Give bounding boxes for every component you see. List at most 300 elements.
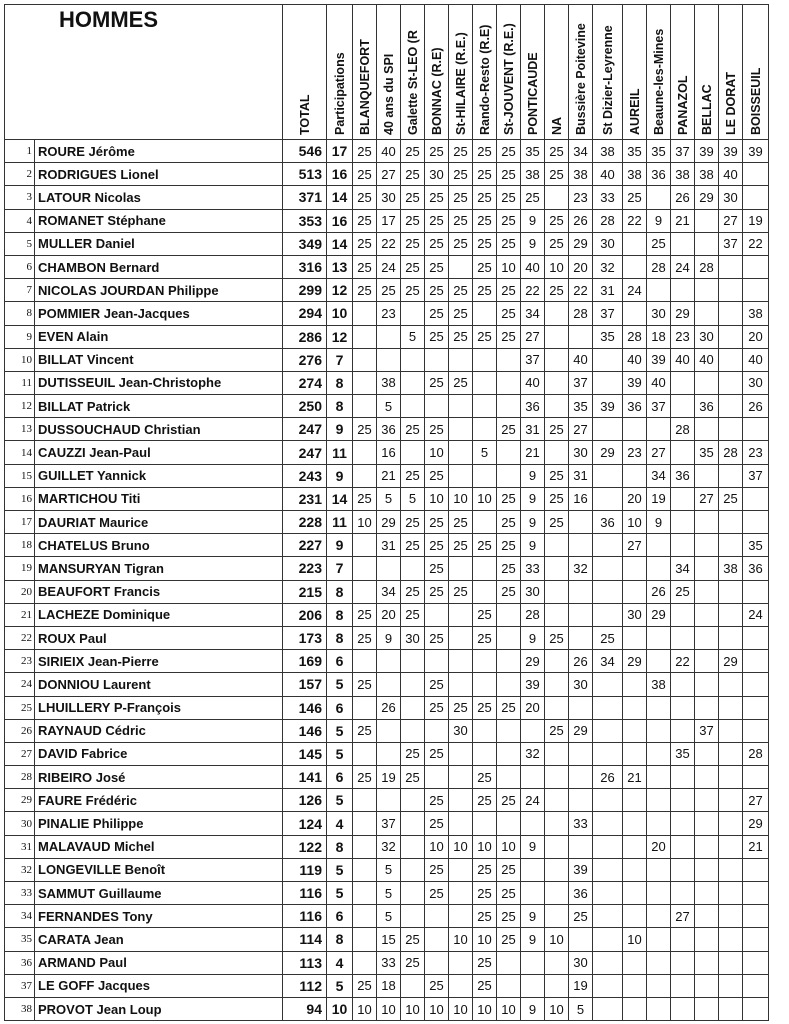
column-header-label: St Dizier-Leyrenne	[600, 25, 615, 135]
points-cell: 26	[743, 395, 769, 418]
points-cell	[647, 279, 671, 302]
points-cell: 29	[569, 719, 593, 742]
points-cell: 29	[671, 302, 695, 325]
points-cell	[497, 951, 521, 974]
name-cell: NICOLAS JOURDAN Philippe	[35, 279, 283, 302]
points-cell	[473, 580, 497, 603]
points-cell: 5	[569, 997, 593, 1020]
table-row	[5, 209, 769, 232]
points-cell: 25	[473, 766, 497, 789]
points-cell: 25	[473, 696, 497, 719]
points-cell: 25	[353, 766, 377, 789]
points-cell	[449, 348, 473, 371]
points-cell: 34	[647, 464, 671, 487]
points-cell: 19	[743, 209, 769, 232]
points-cell: 40	[647, 371, 671, 394]
name-cell: MALAVAUD Michel	[35, 835, 283, 858]
points-cell: 10	[545, 997, 569, 1020]
points-cell	[449, 974, 473, 997]
points-cell: 25	[353, 140, 377, 163]
points-cell: 35	[623, 140, 647, 163]
points-cell: 25	[545, 464, 569, 487]
points-cell	[647, 997, 671, 1020]
participations-cell: 8	[327, 835, 353, 858]
column-header-2	[353, 5, 377, 140]
points-cell: 25	[497, 905, 521, 928]
points-cell	[695, 534, 719, 557]
points-cell	[569, 626, 593, 649]
points-cell	[353, 742, 377, 765]
points-cell: 25	[401, 603, 425, 626]
points-cell: 36	[593, 511, 623, 534]
rank-cell: 35	[5, 928, 35, 951]
points-cell: 25	[353, 209, 377, 232]
points-cell	[353, 534, 377, 557]
points-cell: 31	[569, 464, 593, 487]
points-cell	[569, 511, 593, 534]
points-cell: 25	[647, 232, 671, 255]
table-row	[5, 719, 769, 742]
participations-cell: 5	[327, 673, 353, 696]
participations-cell: 9	[327, 418, 353, 441]
points-cell: 5	[401, 487, 425, 510]
points-cell	[671, 951, 695, 974]
table-row	[5, 255, 769, 278]
points-cell: 35	[647, 140, 671, 163]
points-cell	[521, 812, 545, 835]
table-row	[5, 696, 769, 719]
points-cell	[719, 325, 743, 348]
points-cell	[377, 719, 401, 742]
points-cell: 33	[593, 186, 623, 209]
points-cell: 25	[497, 789, 521, 812]
points-cell: 30	[695, 325, 719, 348]
name-cell: SIRIEIX Jean-Pierre	[35, 650, 283, 673]
points-cell	[695, 812, 719, 835]
points-cell: 25	[473, 858, 497, 881]
participations-cell: 4	[327, 812, 353, 835]
points-cell	[623, 974, 647, 997]
points-cell: 25	[497, 534, 521, 557]
points-cell: 25	[425, 858, 449, 881]
name-cell: MARTICHOU Titi	[35, 487, 283, 510]
table-row	[5, 279, 769, 302]
points-cell: 40	[521, 255, 545, 278]
points-cell: 25	[569, 905, 593, 928]
points-cell	[743, 418, 769, 441]
points-cell	[593, 789, 623, 812]
points-cell	[695, 928, 719, 951]
rank-cell: 15	[5, 464, 35, 487]
points-cell	[671, 441, 695, 464]
participations-cell: 5	[327, 858, 353, 881]
points-cell: 30	[377, 186, 401, 209]
name-cell: GUILLET Yannick	[35, 464, 283, 487]
points-cell: 25	[497, 928, 521, 951]
points-cell: 24	[743, 603, 769, 626]
points-cell: 25	[497, 882, 521, 905]
points-cell	[695, 580, 719, 603]
name-cell: ROUX Paul	[35, 626, 283, 649]
participations-cell: 6	[327, 905, 353, 928]
points-cell	[377, 650, 401, 673]
points-cell	[353, 441, 377, 464]
table-row	[5, 650, 769, 673]
points-cell: 25	[497, 418, 521, 441]
points-cell	[623, 951, 647, 974]
points-cell	[377, 557, 401, 580]
points-cell: 25	[425, 418, 449, 441]
points-cell: 19	[569, 974, 593, 997]
points-cell	[623, 464, 647, 487]
points-cell	[719, 511, 743, 534]
points-cell: 31	[521, 418, 545, 441]
points-cell	[695, 371, 719, 394]
table-row	[5, 673, 769, 696]
points-cell: 25	[353, 673, 377, 696]
points-cell	[449, 441, 473, 464]
points-cell	[545, 186, 569, 209]
rank-cell: 32	[5, 858, 35, 881]
table-row	[5, 302, 769, 325]
points-cell	[353, 928, 377, 951]
rank-cell: 28	[5, 766, 35, 789]
participations-cell: 13	[327, 255, 353, 278]
points-cell: 38	[695, 163, 719, 186]
points-cell	[401, 789, 425, 812]
points-cell: 30	[449, 719, 473, 742]
points-cell	[497, 441, 521, 464]
points-cell: 30	[647, 302, 671, 325]
total-cell: 243	[283, 464, 327, 487]
points-cell	[647, 418, 671, 441]
points-cell	[545, 395, 569, 418]
points-cell	[743, 279, 769, 302]
points-cell	[719, 882, 743, 905]
points-cell: 25	[449, 302, 473, 325]
points-cell: 25	[473, 626, 497, 649]
points-cell	[473, 302, 497, 325]
total-cell: 173	[283, 626, 327, 649]
participations-cell: 7	[327, 557, 353, 580]
points-cell	[623, 626, 647, 649]
column-header-15	[671, 5, 695, 140]
points-cell: 10	[473, 928, 497, 951]
name-cell: CARATA Jean	[35, 928, 283, 951]
total-cell: 116	[283, 882, 327, 905]
points-cell	[593, 928, 623, 951]
points-cell	[401, 348, 425, 371]
name-cell: BILLAT Patrick	[35, 395, 283, 418]
total-cell: 94	[283, 997, 327, 1020]
points-cell: 25	[353, 603, 377, 626]
points-cell	[353, 325, 377, 348]
points-cell: 25	[497, 302, 521, 325]
points-cell	[743, 580, 769, 603]
points-cell: 28	[695, 255, 719, 278]
column-header-17	[719, 5, 743, 140]
points-cell: 25	[425, 534, 449, 557]
points-cell: 20	[521, 696, 545, 719]
points-cell	[521, 766, 545, 789]
points-cell: 27	[521, 325, 545, 348]
participations-cell: 9	[327, 464, 353, 487]
points-cell: 25	[425, 673, 449, 696]
points-cell	[743, 650, 769, 673]
points-cell	[671, 789, 695, 812]
points-cell: 20	[623, 487, 647, 510]
points-cell: 10	[449, 487, 473, 510]
points-cell	[743, 858, 769, 881]
points-cell: 25	[353, 626, 377, 649]
points-cell	[719, 255, 743, 278]
points-cell	[545, 371, 569, 394]
points-cell: 39	[521, 673, 545, 696]
points-cell: 25	[545, 279, 569, 302]
points-cell: 16	[377, 441, 401, 464]
points-cell	[647, 789, 671, 812]
points-cell	[695, 302, 719, 325]
total-cell: 294	[283, 302, 327, 325]
points-cell	[593, 348, 623, 371]
points-cell	[545, 673, 569, 696]
participations-cell: 5	[327, 719, 353, 742]
points-cell	[593, 534, 623, 557]
points-cell	[671, 812, 695, 835]
participations-cell: 5	[327, 882, 353, 905]
points-cell	[353, 858, 377, 881]
total-cell: 112	[283, 974, 327, 997]
points-cell	[353, 905, 377, 928]
total-cell: 371	[283, 186, 327, 209]
points-cell: 30	[743, 371, 769, 394]
table-row	[5, 464, 769, 487]
name-cell: FAURE Frédéric	[35, 789, 283, 812]
points-cell: 36	[569, 882, 593, 905]
name-cell: CHATELUS Bruno	[35, 534, 283, 557]
points-cell: 25	[449, 163, 473, 186]
points-cell	[497, 371, 521, 394]
points-cell: 15	[377, 928, 401, 951]
column-header-10	[545, 5, 569, 140]
table-row	[5, 557, 769, 580]
points-cell: 29	[647, 603, 671, 626]
points-cell: 10	[473, 487, 497, 510]
points-cell: 36	[623, 395, 647, 418]
points-cell	[743, 163, 769, 186]
name-cell: BILLAT Vincent	[35, 348, 283, 371]
table-row	[5, 325, 769, 348]
points-cell: 25	[521, 186, 545, 209]
points-cell: 30	[569, 951, 593, 974]
points-cell: 25	[425, 557, 449, 580]
points-cell	[671, 279, 695, 302]
points-cell	[719, 348, 743, 371]
points-cell: 32	[377, 835, 401, 858]
points-cell: 28	[647, 255, 671, 278]
points-cell: 30	[623, 603, 647, 626]
points-cell: 25	[545, 626, 569, 649]
points-cell	[545, 696, 569, 719]
name-cell: DAURIAT Maurice	[35, 511, 283, 534]
points-cell: 25	[545, 511, 569, 534]
header-row	[5, 5, 769, 140]
column-header-label: Beaune-les-Mines	[651, 28, 666, 135]
participations-cell: 16	[327, 209, 353, 232]
points-cell: 25	[401, 232, 425, 255]
points-cell: 25	[401, 766, 425, 789]
name-cell: RIBEIRO José	[35, 766, 283, 789]
total-cell: 141	[283, 766, 327, 789]
table-row	[5, 626, 769, 649]
points-cell: 34	[593, 650, 623, 673]
points-cell	[545, 882, 569, 905]
name-cell: LHUILLERY P-François	[35, 696, 283, 719]
points-cell: 28	[521, 603, 545, 626]
points-cell	[401, 812, 425, 835]
points-cell	[353, 371, 377, 394]
total-cell: 227	[283, 534, 327, 557]
points-cell	[497, 348, 521, 371]
points-cell: 25	[473, 789, 497, 812]
points-cell: 9	[521, 835, 545, 858]
name-cell: RAYNAUD Cédric	[35, 719, 283, 742]
points-cell	[743, 186, 769, 209]
points-cell: 23	[569, 186, 593, 209]
points-cell: 39	[719, 140, 743, 163]
points-cell: 38	[647, 673, 671, 696]
points-cell: 29	[623, 650, 647, 673]
points-cell: 25	[497, 163, 521, 186]
points-cell: 25	[353, 719, 377, 742]
points-cell: 30	[521, 580, 545, 603]
points-cell	[743, 511, 769, 534]
rank-cell: 37	[5, 974, 35, 997]
points-cell: 21	[623, 766, 647, 789]
table-row	[5, 742, 769, 765]
column-header-label: Rando-Resto (R.E)	[477, 24, 492, 135]
points-cell	[545, 835, 569, 858]
points-cell	[695, 464, 719, 487]
points-cell: 25	[497, 696, 521, 719]
total-cell: 146	[283, 696, 327, 719]
name-cell: LACHEZE Dominique	[35, 603, 283, 626]
points-cell: 30	[425, 163, 449, 186]
points-cell	[695, 418, 719, 441]
points-cell	[647, 882, 671, 905]
total-cell: 247	[283, 441, 327, 464]
points-cell	[545, 789, 569, 812]
points-cell	[719, 696, 743, 719]
points-cell: 10	[497, 997, 521, 1020]
points-cell: 10	[449, 928, 473, 951]
points-cell	[353, 302, 377, 325]
total-cell: 286	[283, 325, 327, 348]
points-cell	[545, 766, 569, 789]
participations-cell: 8	[327, 395, 353, 418]
points-cell: 9	[521, 905, 545, 928]
points-cell: 25	[545, 487, 569, 510]
participations-cell: 7	[327, 348, 353, 371]
points-cell	[743, 766, 769, 789]
rank-cell: 31	[5, 835, 35, 858]
table-row	[5, 511, 769, 534]
points-cell: 27	[569, 418, 593, 441]
total-cell: 546	[283, 140, 327, 163]
points-cell	[353, 464, 377, 487]
total-cell: 145	[283, 742, 327, 765]
points-cell	[719, 673, 743, 696]
points-cell: 38	[671, 163, 695, 186]
points-cell: 37	[743, 464, 769, 487]
points-cell	[449, 882, 473, 905]
points-cell: 20	[743, 325, 769, 348]
total-cell: 274	[283, 371, 327, 394]
points-cell	[593, 464, 623, 487]
points-cell	[719, 812, 743, 835]
points-cell	[623, 882, 647, 905]
rank-cell: 36	[5, 951, 35, 974]
points-cell	[473, 742, 497, 765]
points-cell: 40	[521, 371, 545, 394]
points-cell	[545, 603, 569, 626]
points-cell	[545, 650, 569, 673]
points-cell: 9	[647, 511, 671, 534]
points-cell: 25	[401, 742, 425, 765]
column-header-4	[401, 5, 425, 140]
points-cell: 25	[497, 487, 521, 510]
name-cell: CAUZZI Jean-Paul	[35, 441, 283, 464]
points-cell: 20	[647, 835, 671, 858]
points-cell	[569, 928, 593, 951]
points-cell: 9	[521, 626, 545, 649]
points-cell	[623, 557, 647, 580]
table-row	[5, 371, 769, 394]
points-cell: 35	[743, 534, 769, 557]
rank-cell: 22	[5, 626, 35, 649]
points-cell: 21	[743, 835, 769, 858]
points-cell	[647, 951, 671, 974]
column-header-label: PONTICAUDE	[525, 52, 540, 135]
points-cell	[647, 626, 671, 649]
points-cell	[473, 719, 497, 742]
rank-cell: 33	[5, 882, 35, 905]
points-cell	[671, 928, 695, 951]
points-cell	[695, 232, 719, 255]
rank-cell: 16	[5, 487, 35, 510]
points-cell	[593, 835, 623, 858]
points-cell: 23	[743, 441, 769, 464]
points-cell: 10	[377, 997, 401, 1020]
points-cell: 10	[449, 835, 473, 858]
points-cell: 26	[377, 696, 401, 719]
points-cell	[521, 719, 545, 742]
points-cell	[521, 951, 545, 974]
points-cell	[401, 905, 425, 928]
points-cell	[719, 464, 743, 487]
points-cell: 26	[647, 580, 671, 603]
name-cell: LATOUR Nicolas	[35, 186, 283, 209]
points-cell	[545, 441, 569, 464]
table-row	[5, 580, 769, 603]
points-cell: 28	[719, 441, 743, 464]
points-cell	[353, 951, 377, 974]
points-cell: 25	[473, 255, 497, 278]
points-cell: 34	[671, 557, 695, 580]
points-cell	[695, 511, 719, 534]
points-cell: 25	[425, 789, 449, 812]
points-cell: 10	[623, 928, 647, 951]
